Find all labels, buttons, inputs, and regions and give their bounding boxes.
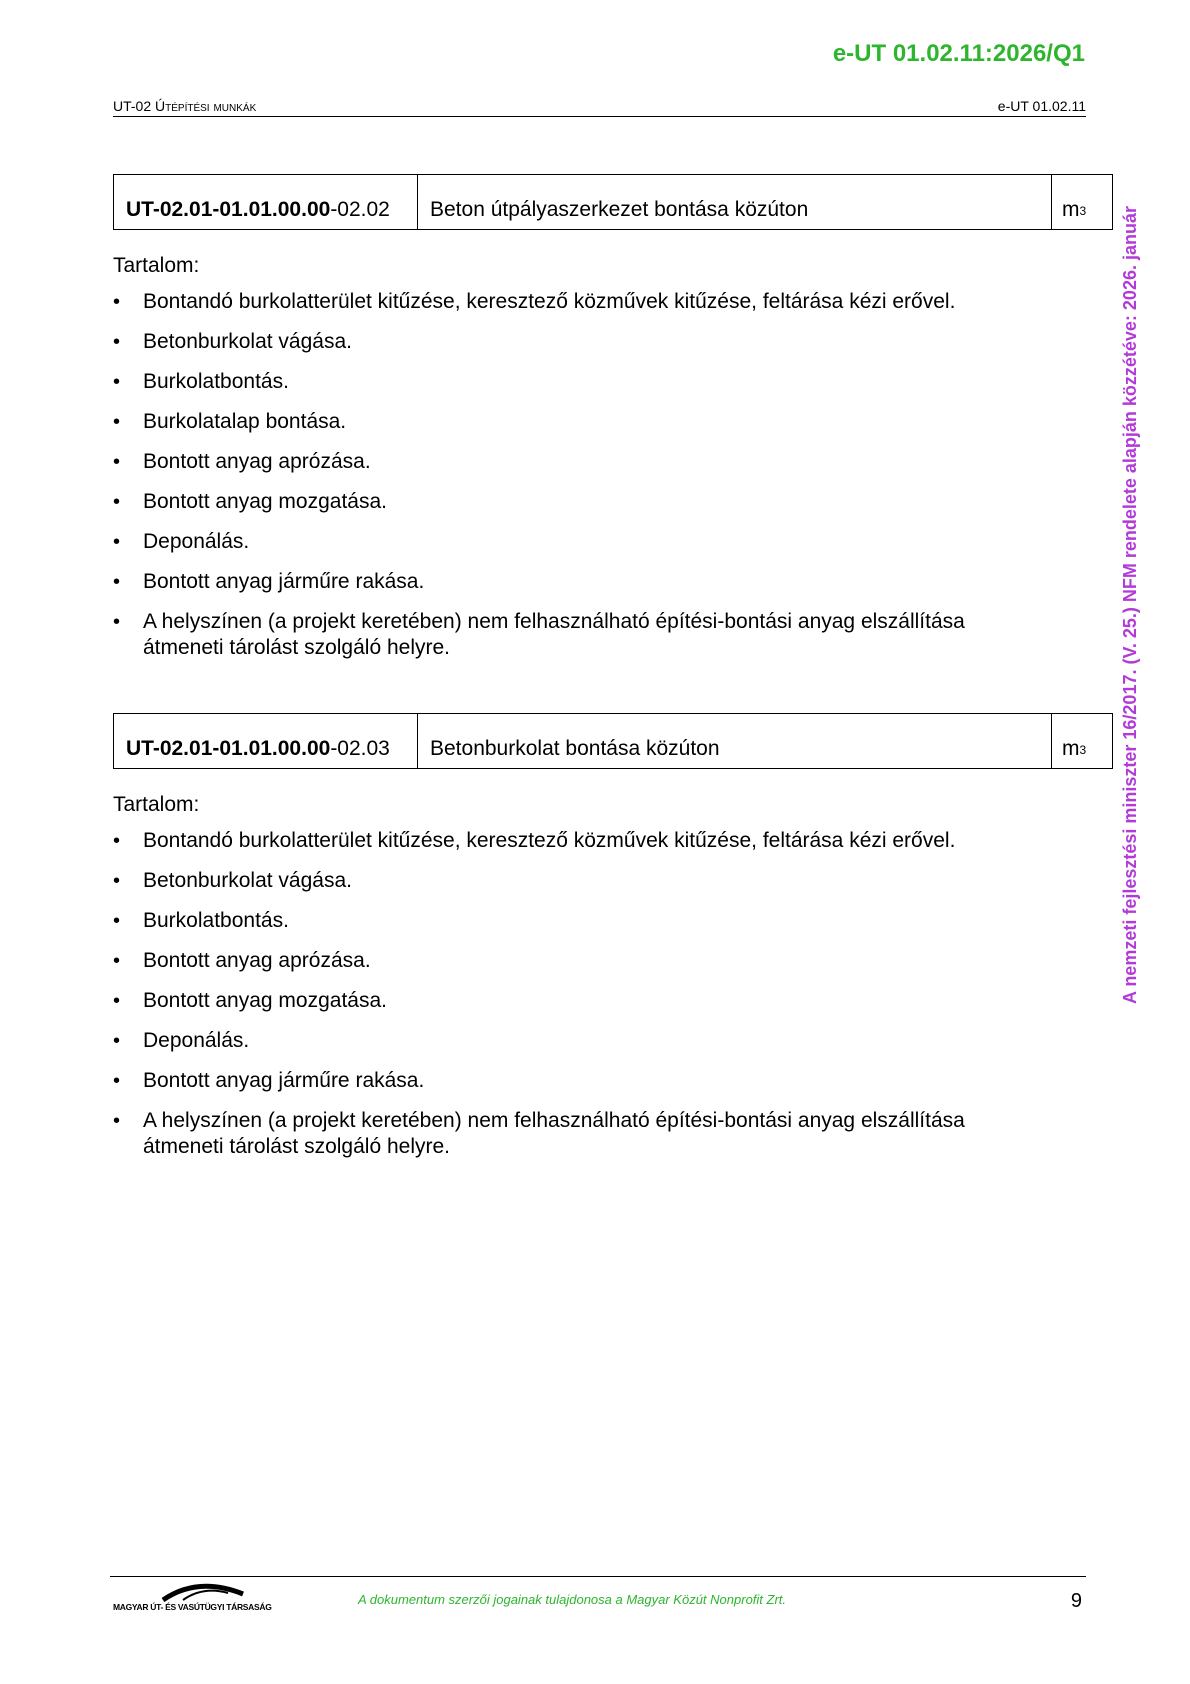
- unit-base: m: [1062, 737, 1080, 760]
- header-left: UT-02 Útépítési munkák: [113, 98, 257, 114]
- list-item: • Betonburkolat vágása.: [113, 329, 1043, 355]
- list-item: • Bontott anyag járműre rakása.: [113, 1068, 1043, 1094]
- copyright-note: A dokumentum szerzői jogainak tulajdonosa a Magyar Közút Nonprofit Zrt.: [358, 1592, 787, 1607]
- page-header: [113, 96, 1086, 117]
- content-list: [113, 289, 1113, 661]
- unit-base: m: [1062, 198, 1080, 221]
- content-list: [113, 828, 1113, 1160]
- list-item: • Bontott anyag mozgatása.: [113, 988, 1043, 1014]
- list-item: • Burkolatalap bontása.: [113, 409, 1043, 435]
- list-item: • Bontott anyag mozgatása.: [113, 489, 1043, 515]
- item-title: Betonburkolat bontása közúton: [418, 714, 1052, 768]
- list-item: • Burkolatbontás.: [113, 908, 1043, 934]
- list-item: • Deponálás.: [113, 529, 1043, 555]
- list-item: • Bontott anyag aprózása.: [113, 948, 1043, 974]
- document-stamp: e-UT 01.02.11:2026/Q1: [832, 40, 1085, 67]
- list-item: • Bontandó burkolatterület kitűzése, keresztező közművek kitűzése, feltárása kézi erővel.: [113, 828, 1043, 854]
- content-label: Tartalom:: [113, 254, 200, 277]
- item-code: [114, 714, 418, 768]
- item-code-box: [113, 174, 1113, 230]
- list-item: • Burkolatbontás.: [113, 369, 1043, 395]
- item-unit: [1052, 714, 1112, 768]
- page-number: 9: [1070, 1590, 1082, 1612]
- list-item: • Deponálás.: [113, 1028, 1043, 1054]
- side-publication-note: A nemzeti fejlesztési miniszter 16/2017. (V. 25.) NFM rendelete alapján közzétéve: 2026. január: [1120, 206, 1140, 1005]
- list-item: • A helyszínen (a projekt keretében) nem felhasználható építési-bontási anyag elszállítása átmeneti tárolást szolgáló helyre.: [113, 609, 1043, 661]
- header-right: e-UT 01.02.11: [997, 98, 1086, 114]
- unit-exponent: 3: [1079, 204, 1087, 218]
- item-code-bold: UT-02.01-01.01.00.00: [126, 198, 331, 221]
- item-code-bold: UT-02.01-01.01.00.00: [126, 737, 331, 760]
- content-label: Tartalom:: [113, 793, 200, 816]
- item-title: Beton útpályaszerkezet bontása közúton: [418, 175, 1052, 229]
- list-item: • Bontott anyag aprózása.: [113, 449, 1043, 475]
- item-code-suffix: -02.02: [330, 198, 390, 221]
- bridge-arc-icon: [158, 1580, 248, 1602]
- work-item: [113, 174, 1113, 675]
- list-item: • A helyszínen (a projekt keretében) nem felhasználható építési-bontási anyag elszállítása átmeneti tárolást szolgáló helyre.: [113, 1108, 1043, 1160]
- unit-exponent: 3: [1079, 743, 1087, 757]
- footer-rule: [110, 1576, 1086, 1577]
- logo-text: MAGYAR ÚT- ÉS VASÚTÜGYI TÁRSASÁG: [113, 1602, 272, 1612]
- list-item: • Bontott anyag járműre rakása.: [113, 569, 1043, 595]
- item-unit: [1052, 175, 1112, 229]
- company-logo: [113, 1580, 273, 1620]
- item-code-suffix: -02.03: [330, 737, 390, 760]
- item-code-box: [113, 713, 1113, 769]
- list-item: • Betonburkolat vágása.: [113, 868, 1043, 894]
- list-item: • Bontandó burkolatterület kitűzése, keresztező közművek kitűzése, feltárása kézi erővel.: [113, 289, 1043, 315]
- work-item: [113, 713, 1113, 1174]
- item-code: [114, 175, 418, 229]
